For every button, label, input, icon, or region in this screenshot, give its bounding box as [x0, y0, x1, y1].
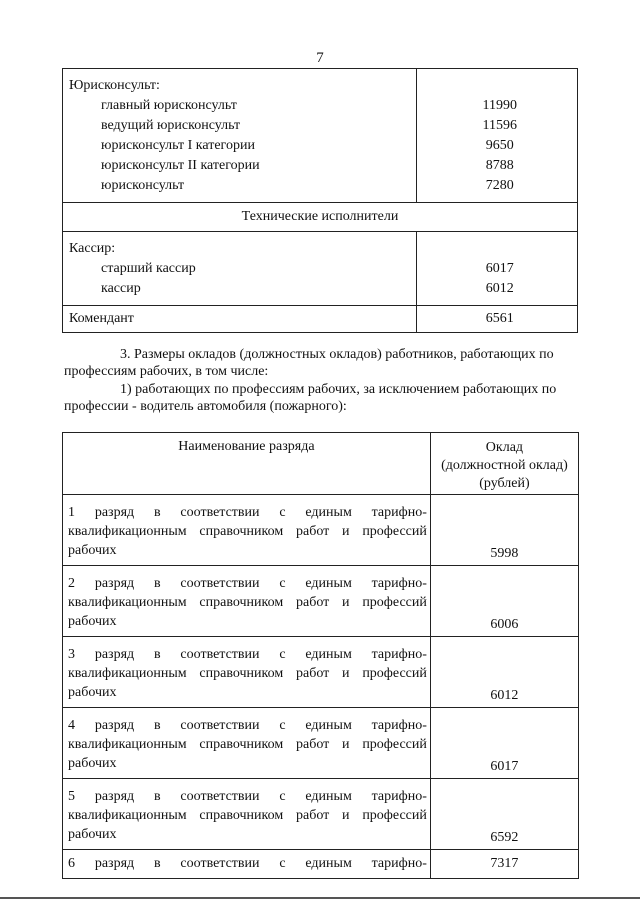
- grade-line: квалификационным справочником работ и профессий: [68, 808, 427, 823]
- cashier-group-cell: [63, 232, 417, 306]
- grade-line: квалификационным справочником работ и профессий: [68, 595, 427, 610]
- grade-name: [63, 850, 431, 879]
- position-name: юрисконсульт I категории: [101, 138, 255, 153]
- salary-value: 8788: [485, 158, 514, 173]
- table-row: [63, 495, 579, 566]
- position-name: старший кассир: [101, 261, 196, 276]
- grade-name: [63, 495, 431, 566]
- grade-name: [63, 779, 431, 850]
- salary-value: 11990: [482, 98, 518, 113]
- lawyer-salary-cell: [416, 69, 577, 203]
- salary-value: 6006: [430, 566, 578, 637]
- grade-line: квалификационным справочником работ и профессий: [68, 737, 427, 752]
- grade-name: [63, 566, 431, 637]
- table-row: [63, 779, 579, 850]
- section-title: Технические исполнители: [63, 203, 578, 232]
- salary-value: 6592: [430, 779, 578, 850]
- table-row: [63, 708, 579, 779]
- grade-name: [63, 637, 431, 708]
- paragraph-line: профессиям рабочих, в том числе:: [64, 364, 269, 379]
- grade-line: рабочих: [68, 685, 117, 700]
- salary-table-grades: [62, 432, 579, 879]
- paragraph-line: профессии - водитель автомобиля (пожарного):: [64, 399, 347, 414]
- paragraph-3-1: [64, 381, 582, 415]
- group-heading: Юрисконсульт:: [69, 78, 160, 93]
- column-header-salary: [430, 433, 578, 495]
- header-line: (рублей): [479, 476, 530, 491]
- salary-value: 6017: [430, 708, 578, 779]
- grade-line: 3 разряд в соответствии с единым тарифно-: [68, 647, 427, 662]
- paragraph-line: 3. Размеры окладов (должностных окладов) работников, работающих по: [120, 347, 554, 362]
- grade-line: 5 разряд в соответствии с единым тарифно-: [68, 789, 427, 804]
- header-line: Оклад: [485, 440, 524, 455]
- column-header-name: Наименование разряда: [63, 433, 431, 495]
- section-row: [63, 203, 578, 232]
- salary-value: 11596: [482, 118, 518, 133]
- cashier-salary-cell: [416, 232, 577, 306]
- position-name: Комендант: [63, 306, 417, 333]
- salary-value: 6012: [430, 637, 578, 708]
- table-row: [63, 306, 578, 333]
- table-row: [63, 566, 579, 637]
- grade-line: рабочих: [68, 614, 117, 629]
- grade-line: 4 разряд в соответствии с единым тарифно-: [68, 718, 427, 733]
- page-bottom-rule: [0, 897, 640, 899]
- grade-name: [63, 708, 431, 779]
- table-header-row: [63, 433, 579, 495]
- lawyer-group-cell: [63, 69, 417, 203]
- paragraph-3: [64, 346, 582, 380]
- position-name: главный юрисконсульт: [101, 98, 237, 113]
- salary-value: 6012: [485, 281, 514, 296]
- grade-line: рабочих: [68, 827, 117, 842]
- salary-value: 7317: [430, 850, 578, 879]
- page-number: 7: [316, 50, 324, 66]
- position-name: кассир: [101, 281, 141, 296]
- group-heading: Кассир:: [69, 241, 116, 256]
- position-name: ведущий юрисконсульт: [101, 118, 241, 133]
- grade-line: квалификационным справочником работ и профессий: [68, 524, 427, 539]
- salary-value: 6017: [485, 261, 514, 276]
- header-line: (должностной оклад): [441, 458, 568, 473]
- salary-table-positions: [62, 68, 578, 333]
- table-row: [63, 850, 579, 879]
- grade-line: квалификационным справочником работ и профессий: [68, 666, 427, 681]
- grade-line: рабочих: [68, 543, 117, 558]
- grade-line: 1 разряд в соответствии с единым тарифно-: [68, 505, 427, 520]
- grade-line: 6 разряд в соответствии с единым тарифно-: [68, 856, 427, 871]
- paragraph-line: 1) работающих по профессиям рабочих, за исключением работающих по: [120, 382, 557, 397]
- salary-value: 5998: [430, 495, 578, 566]
- table-row: [63, 637, 579, 708]
- grade-line: 2 разряд в соответствии с единым тарифно-: [68, 576, 427, 591]
- table-row: [63, 69, 578, 203]
- grade-line: рабочих: [68, 756, 117, 771]
- position-name: юрисконсульт: [101, 178, 185, 193]
- position-name: юрисконсульт II категории: [101, 158, 260, 173]
- salary-value: 9650: [485, 138, 514, 153]
- salary-value: 7280: [485, 178, 514, 193]
- table-row: [63, 232, 578, 306]
- salary-value: 6561: [416, 306, 577, 333]
